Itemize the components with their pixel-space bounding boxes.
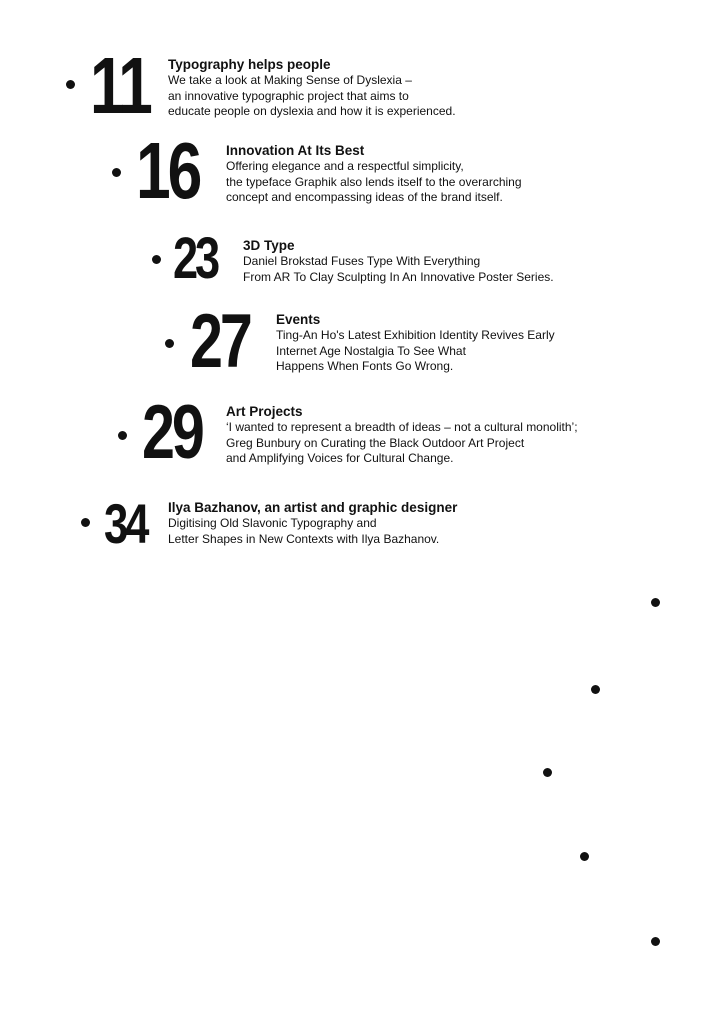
bullet-dot-icon bbox=[651, 937, 660, 946]
entry-description-line: Daniel Brokstad Fuses Type With Everything bbox=[243, 254, 481, 268]
bullet-dot-icon bbox=[81, 518, 90, 527]
page-number: 29 bbox=[142, 390, 202, 475]
bullet-dot-icon bbox=[118, 431, 127, 440]
bullet-dot-icon bbox=[165, 339, 174, 348]
entry-description-line: Internet Age Nostalgia To See What bbox=[276, 343, 466, 358]
entry-title: Ilya Bazhanov, an artist and graphic designer bbox=[168, 500, 458, 515]
bullet-dot-icon bbox=[591, 685, 600, 694]
entry-description-line: the typeface Graphik also lends itself to the overarching bbox=[226, 174, 522, 189]
entry-description-line: From AR To Clay Sculpting In An Innovative Poster Series. bbox=[243, 269, 554, 284]
entry-title: Innovation At Its Best bbox=[226, 143, 365, 158]
bullet-dot-icon bbox=[580, 852, 589, 861]
entry-description-line: Digitising Old Slavonic Typography and bbox=[168, 516, 377, 530]
entry-description-line: Ting-An Ho's Latest Exhibition Identity Revives Early bbox=[276, 328, 555, 342]
bullet-dot-icon bbox=[66, 80, 75, 89]
page-number: 16 bbox=[136, 126, 200, 215]
entry-description-line: ‘I wanted to represent a breadth of ideas – not a cultural monolith’; bbox=[226, 420, 578, 434]
page-number: 27 bbox=[190, 299, 250, 384]
entry-description-line: educate people on dyslexia and how it is experienced. bbox=[168, 104, 456, 118]
entry-title: 3D Type bbox=[243, 238, 295, 253]
entry-description-line: Happens When Fonts Go Wrong. bbox=[276, 359, 454, 373]
entry-title: Typography helps people bbox=[168, 57, 331, 72]
entry-title: Events bbox=[276, 312, 321, 327]
page-number: 23 bbox=[173, 226, 218, 291]
entry-description-line: Offering elegance and a respectful simplicity, bbox=[226, 159, 464, 173]
entry-description-line: Letter Shapes in New Contexts with Ilya Bazhanov. bbox=[168, 531, 440, 546]
page-number: 34 bbox=[104, 492, 147, 555]
bullet-dot-icon bbox=[112, 168, 121, 177]
entry-description-line: and Amplifying Voices for Cultural Change. bbox=[226, 451, 454, 465]
bullet-dot-icon bbox=[543, 768, 552, 777]
bullet-dot-icon bbox=[651, 598, 660, 607]
entry-description-line: We take a look at Making Sense of Dyslexia – bbox=[168, 73, 412, 87]
entry-description-line: an innovative typographic project that aims to bbox=[168, 88, 409, 103]
bullet-dot-icon bbox=[152, 255, 161, 264]
entry-description-line: Greg Bunbury on Curating the Black Outdoor Art Project bbox=[226, 435, 525, 450]
page-number: 11 bbox=[90, 41, 150, 130]
entry-description-line: concept and encompassing ideas of the brand itself. bbox=[226, 190, 503, 204]
entry-title: Art Projects bbox=[226, 404, 303, 419]
